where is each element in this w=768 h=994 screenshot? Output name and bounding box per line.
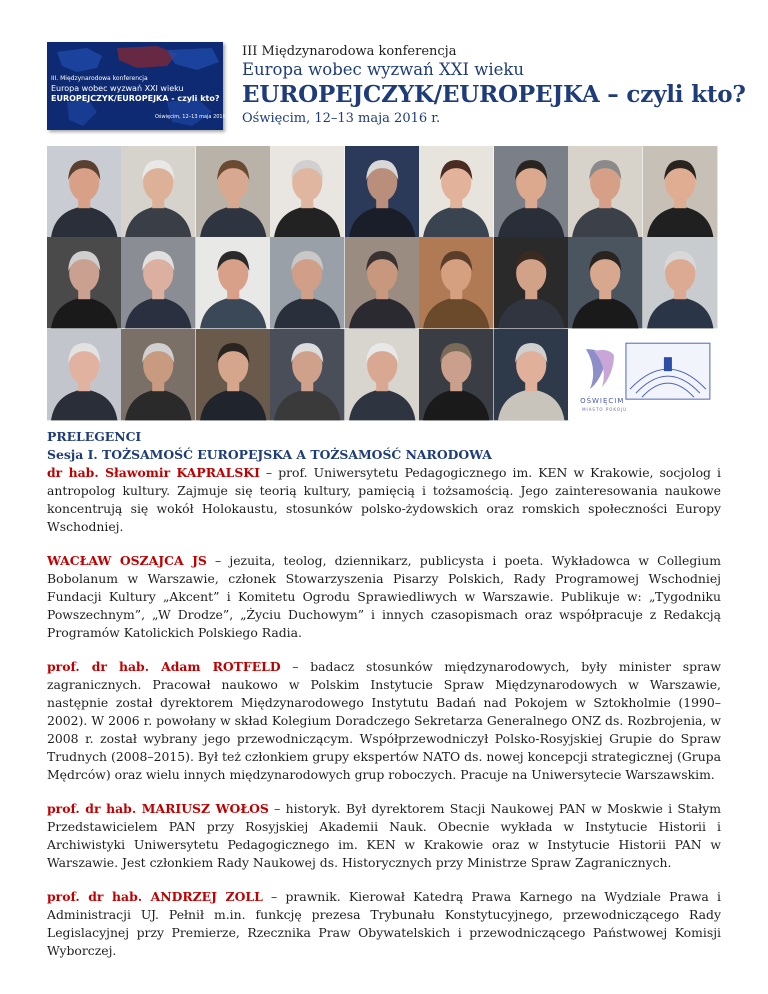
- speaker-bio: [47, 464, 721, 536]
- speaker-name: prof. dr hab. ANDRZEJ ZOLL: [47, 889, 263, 904]
- conference-series: Europa wobec wyzwań XXI wieku: [242, 60, 525, 79]
- speaker-photo: [121, 237, 195, 328]
- oswiecim-logo-panel: [568, 329, 717, 420]
- speaker-photo: [568, 237, 642, 328]
- logo-tagline: MIASTO POKOJU: [582, 406, 628, 412]
- conference-banner: [47, 42, 231, 130]
- speaker-bio: [47, 552, 721, 642]
- banner-line-2: Europa wobec wyzwań XXI wieku: [51, 84, 184, 93]
- section-label: PRELEGENCI: [47, 429, 142, 444]
- banner-line-3: EUROPEJCZYK/EUROPEJKA - czyli kto?: [51, 94, 220, 103]
- speaker-photo: [270, 237, 344, 328]
- speaker-name: WACŁAW OSZAJCA JS: [47, 553, 207, 568]
- speaker-name: prof. dr hab. Adam ROTFELD: [47, 659, 281, 674]
- speaker-photo: [345, 146, 419, 237]
- speaker-photo: [196, 146, 270, 237]
- speakers-photo-grid: [47, 146, 717, 420]
- speaker-photo: [494, 146, 568, 237]
- speaker-name: prof. dr hab. MARIUSZ WOŁOS: [47, 801, 269, 816]
- speaker-bio: [47, 888, 721, 960]
- speaker-photo: [643, 146, 717, 237]
- speaker-photo: [196, 237, 270, 328]
- logo-city-name: OŚWIĘCIM: [580, 396, 625, 405]
- session-title: Sesja I. TOŻSAMOŚĆ EUROPEJSKA A TOŻSAMOŚĆ NARODOWA: [47, 447, 492, 462]
- speaker-description: – prawnik. Kierował Katedrą Prawa Karnego na Wydziale Prawa i Administracji UJ. Pełnił m.in. funkcję prezesa Trybunału Konstytucyjnego, przewodniczącego Rady Legislacyjnej przy Premierze, Rzecznika Praw Obywatelskich i przewodniczącego Państwowej Komisji Wyborczej.: [47, 889, 721, 958]
- speaker-photo: [345, 237, 419, 328]
- speaker-description: – prof. Uniwersytetu Pedagogicznego im. KEN w Krakowie, socjolog i antropolog kultury. Zajmuje się teorią kultury, pamięcią i tożsamością. Jego zainteresowania naukowe koncentrują się wokół Holokaustu, stosunków polsko-żydowskich oraz romskich społeczności Europy Wschodniej.: [47, 465, 721, 534]
- speaker-photo: [494, 237, 568, 328]
- conference-edition: III Międzynarodowa konferencja: [242, 44, 457, 59]
- speaker-photo: [419, 146, 493, 237]
- speaker-photo: [47, 146, 121, 237]
- speaker-photo: [494, 329, 568, 420]
- speaker-name: dr hab. Sławomir KAPRALSKI: [47, 465, 260, 480]
- banner-line-1: III. Międzynarodowa konferencja: [51, 75, 148, 82]
- banner-line-4: Oświęcim, 12–13 maja 2016 r.: [155, 114, 231, 120]
- speakers-section: [47, 428, 721, 976]
- conference-title: EUROPEJCZYK/EUROPEJKA – czyli kto?: [242, 81, 746, 108]
- speaker-photo: [270, 329, 344, 420]
- speaker-photo: [121, 146, 195, 237]
- document-header: [242, 44, 746, 128]
- speaker-photo: [196, 329, 270, 420]
- speaker-photo: [345, 329, 419, 420]
- speaker-photo: [270, 146, 344, 237]
- speaker-photo: [121, 329, 195, 420]
- speaker-bio: [47, 658, 721, 784]
- speaker-photo: [643, 237, 717, 328]
- speaker-photo: [47, 237, 121, 328]
- speaker-photo: [419, 237, 493, 328]
- speaker-photo: [568, 146, 642, 237]
- speaker-description: – jezuita, teolog, dziennikarz, publicysta i poeta. Wykładowca w Collegium Bobolanum w Warszawie, członek Stowarzyszenia Pisarzy Polskich, Rady Programowej Wschodniej Fundacji Kultury „Akcent” i Komitetu Ogrodu Sprawiedliwych w Warszawie. Publikuje w: „Tygodniku Powszechnym”, „W Drodze”, „Życiu Duchowym” i innych czasopismach oraz współpracuje z Redakcją Programów Katolickich Polskiego Radia.: [47, 553, 721, 640]
- speaker-photo: [419, 329, 493, 420]
- speaker-photo: [47, 329, 121, 420]
- speaker-bio: [47, 800, 721, 872]
- speaker-description: – badacz stosunków międzynarodowych, były minister spraw zagranicznych. Pracował naukowo w Polskim Instytucie Spraw Międzynarodowych w Warszawie, następnie został dyrektorem Międzynarodowego Instytutu Badań nad Pokojem w Sztokholmie (1990–2002). W 2006 r. powołany w skład Kolegium Doradczego Sekretarza Generalnego ONZ ds. Rozbrojenia, w 2008 r. został wybrany jego przewodniczącym. Współprzewodniczył Polsko-Rosyjskiej Grupie do Spraw Trudnych (2008–2015). Był też członkiem grupy ekspertów NATO ds. nowej koncepcji strategicznej (Grupa Mędrców) oraz wielu innych międzynarodowych grup roboczych. Pracuje na Uniwersytecie Warszawskim.: [47, 659, 721, 782]
- conference-place-date: Oświęcim, 12–13 maja 2016 r.: [242, 111, 441, 126]
- speaker-description: – historyk. Był dyrektorem Stacji Naukowej PAN w Moskwie i Stałym Przedstawicielem PAN przy Rosyjskiej Akademii Nauk. Obecnie wykłada w Instytucie Historii i Archiwistyki Uniwersytetu Pedagogicznego im. KEN w Krakowie oraz w Instytucie Historii PAN w Warszawie. Jest członkiem Rady Naukowej ds. Historycznych przy Ministrze Spraw Zagranicznych.: [47, 801, 721, 870]
